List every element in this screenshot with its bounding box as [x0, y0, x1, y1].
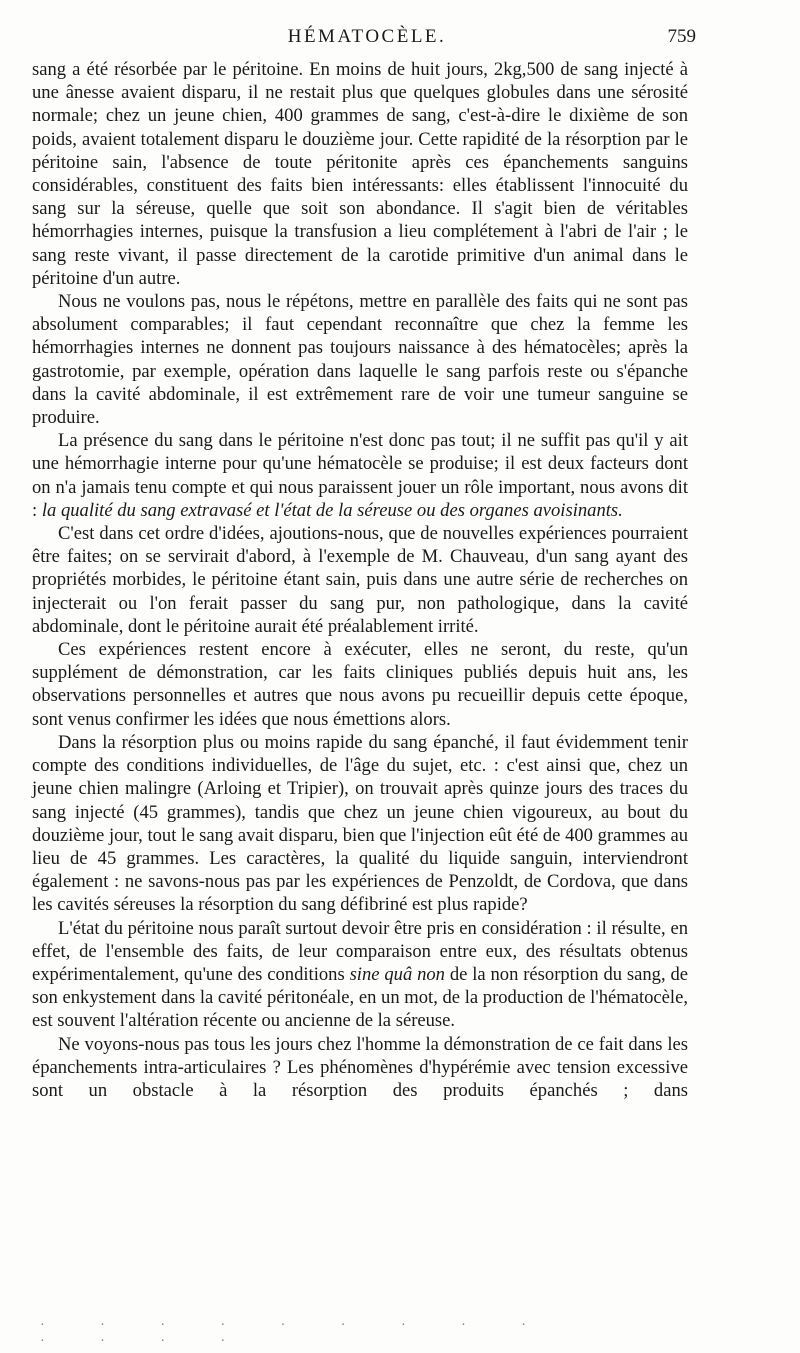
paragraph-7-text-end: de la non résorption du sang, de son enkystement dans la cavité péritonéale, en un mot, de la production de l'hématocèle, est souvent l'altération récente ou ancienne de la séreuse.	[32, 963, 689, 1032]
paragraph-4: C'est dans cet ordre d'idées, ajoutions-nous, que de nouvelles expériences pourraient être faites; on se servirait d'abord, à l'exemple de M. Chauveau, d'un sang ayant des propriétés morbides, le péritoine étant sain, puis dans une autre série de recherches on injecterait ou l'on ferait passer du sang pur, non pathologique, dans la cavité abdominale, dont le péritoine aurait été préalablement irrité.	[32, 523, 688, 637]
paragraph-1: sang a été résorbée par le péritoine. En moins de huit jours, 2kg,500 de sang injecté à une ânesse avaient disparu, il ne restait plus que quelques globules dans une sérosité normale; chez un jeune chien, 400 grammes de sang, c'est-à-dire le dixième de son poids, avaient totalement disparu le douzième jour. Cette rapidité de la résorption par le péritoine sain, l'absence de toute péritonite après ces épanchements sanguins considérables, constituent des faits bien intéressants: elles établissent l'innocuité du sang sur la séreuse, quelle que soit son abondance. Il s'agit bien de véritables hémorrhagies internes, puisque la transfusion a lieu complétement à l'abri de l'air ; le sang reste vivant, il passe directement de la carotide primitive d'un animal dans le péritoine d'un autre.	[32, 59, 688, 289]
paragraph-6: Dans la résorption plus ou moins rapide du sang épanché, il faut évidemment tenir compte des conditions individuelles, de l'âge du sujet, etc. : c'est ainsi que, chez un jeune chien malingre (Arloing et Tripier), on trouvait après quinze jours des traces du sang injecté (45 grammes), tandis que chez un jeune chien vigoureux, au bout du douzième jour, tout le sang avait disparu, bien que l'injection eût été de 400 grammes au lieu de 45 grammes. Les caractères, la qualité du liquide sanguin, interviendront également : ne savons-nous pas par les expériences de Penzoldt, de Cordova, que dans les cavités séreuses la résorption du sang défibriné est plus rapide?	[32, 731, 688, 916]
paragraph-5: Ces expériences restent encore à exécuter, elles ne seront, du reste, qu'un supplément de démonstration, car les faits cliniques publiés depuis huit ans, les observations personnelles et autres que nous avons pu recueillir depuis cette époque, sont venus confirmer les idées que nous émettions alors.	[32, 639, 688, 730]
footer-print-marks: · · · · · · · · · · · · ·	[40, 1318, 552, 1349]
paragraph-7-emphasis: sine quâ non	[349, 963, 445, 985]
paragraph-7	[32, 917, 688, 1033]
paragraph-3-emphasis: la qualité du sang extravasé et l'état de la séreuse ou des organes avoisinants.	[41, 499, 623, 521]
paragraph-3	[32, 429, 688, 522]
body-text	[32, 58, 688, 1102]
paragraph-3-text: La présence du sang dans le péritoine n'est donc pas tout; il ne suffit pas qu'il y ait une hémorrhagie interne pour qu'une hématocèle se produise; il est deux facteurs dont on n'a jamais tenu compte et qui nous paraissent jouer un rôle important, nous avons dit :	[32, 430, 688, 521]
running-head: HÉMATOCÈLE.	[287, 26, 447, 47]
page-header	[38, 26, 696, 54]
paragraph-7-text: L'état du péritoine nous paraît surtout devoir être pris en considération : il résulte, en effet, de l'ensemble des faits, de leur comparaison entre eux, des résultats obtenus expérimentalement, qu'une des conditions	[32, 917, 688, 985]
paragraph-8: Ne voyons-nous pas tous les jours chez l'homme la démonstration de ce fait dans les épanchements intra-articulaires ? Les phénomènes d'hypérémie avec tension excessive sont un obstacle à la résorption des produits épanchés ; dans	[32, 1033, 688, 1101]
page-number: 759	[667, 26, 696, 47]
paragraph-2: Nous ne voulons pas, nous le répétons, mettre en parallèle des faits qui ne sont pas absolument comparables; il faut cependant reconnaître que chez la femme les hémorrhagies internes ne donnent pas toujours naissance à des hématocèles; après la gastrotomie, par exemple, opération dans laquelle le sang parfois reste ou s'épanche dans la cavité abdominale, il est extrêmement rare de voir une tumeur sanguine se produire.	[32, 291, 688, 429]
